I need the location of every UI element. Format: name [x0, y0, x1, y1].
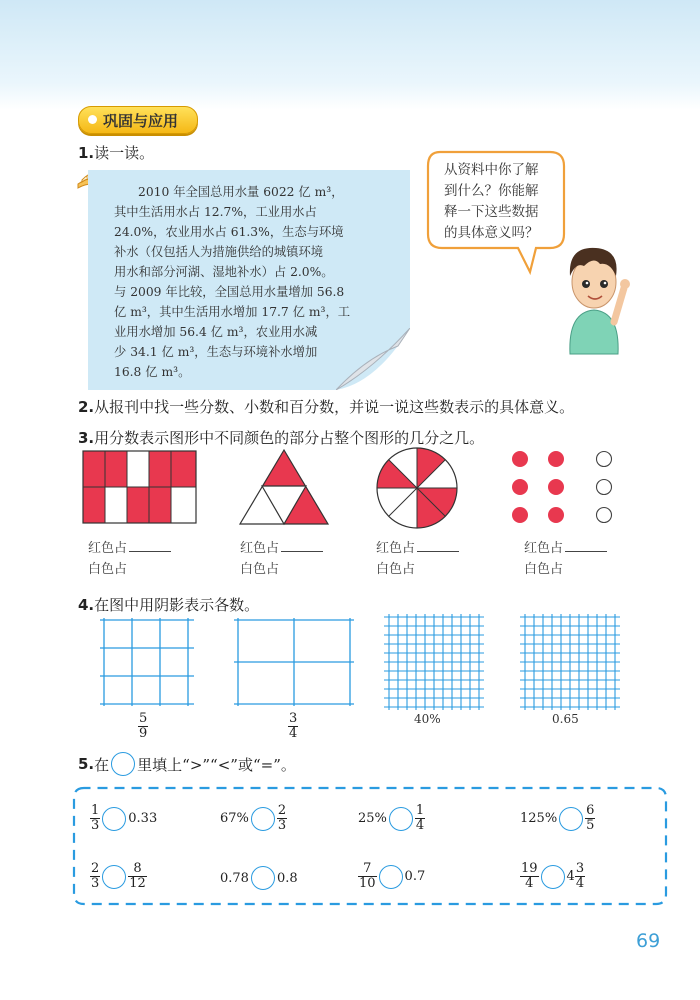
red-label: 红色占	[524, 541, 564, 556]
q1-title: 读一读。	[94, 144, 155, 162]
q4-caption-1	[138, 712, 148, 741]
compare-circle[interactable]	[379, 865, 403, 889]
compare-circle[interactable]	[541, 865, 565, 889]
reading-line: 与 2009 年比较，全国总用水量增加 56.8	[114, 285, 345, 299]
q3-circle-figure	[375, 446, 459, 530]
denominator: 3	[91, 818, 100, 833]
q5-item-2c	[358, 862, 425, 891]
numerator: 3	[289, 711, 298, 726]
left-value: 0.78	[220, 870, 249, 886]
q4-caption-2	[288, 712, 298, 741]
bubble-line: 释一下这些数据	[444, 204, 539, 220]
denominator: 10	[359, 876, 376, 891]
bubble-line: 从资料中你了解	[444, 162, 539, 178]
reading-line: 少 34.1 亿 m³，生态与环境补水增加	[114, 345, 318, 359]
left-value: 25%	[358, 811, 387, 826]
q5-item-2d	[520, 862, 585, 891]
compare-circle[interactable]	[559, 807, 583, 831]
q3-number: 3.	[78, 429, 95, 447]
answer-blank[interactable]	[417, 538, 459, 552]
q3-rectangle-figure	[82, 450, 198, 524]
bubble-line: 到什么？你能解	[444, 183, 539, 199]
section-tag	[78, 106, 198, 134]
right-value: 0.7	[404, 869, 426, 884]
reading-line: 24.0%，农业用水占 61.3%，生态与环境	[114, 225, 344, 239]
denominator: 9	[139, 726, 148, 741]
q5-frame	[70, 782, 670, 912]
blank-circle-icon	[111, 752, 135, 776]
reading-line: 补水（仅包括人为措施供给的城镇环境	[114, 245, 324, 259]
bubble-text	[444, 160, 556, 244]
q4-grid-3x3[interactable]	[98, 618, 196, 708]
reading-line: 2010 年全国总用水量 6022 亿 m³，	[138, 185, 344, 199]
q4-number: 4.	[78, 596, 95, 614]
numerator: 2	[277, 803, 287, 818]
q2	[78, 396, 574, 417]
q3-answer-1	[88, 538, 171, 580]
white-label: 白色占	[240, 562, 280, 577]
numerator: 7	[363, 861, 372, 876]
q5-item-2a	[90, 862, 147, 891]
q5-item-1c	[358, 804, 425, 833]
q5-item-1d	[520, 804, 595, 833]
compare-circle[interactable]	[251, 807, 275, 831]
whole-number: 4	[566, 869, 575, 884]
q1-number: 1.	[78, 144, 95, 162]
q3-answer-4	[524, 538, 607, 580]
page-curl-icon	[336, 328, 410, 390]
q5-item-1b	[220, 804, 287, 833]
reading-card	[88, 170, 410, 390]
answer-blank[interactable]	[281, 538, 323, 552]
denominator: 12	[129, 876, 146, 891]
denominator: 4	[415, 818, 425, 833]
left-value: 67%	[220, 811, 249, 826]
q5	[78, 752, 296, 776]
compare-circle[interactable]	[102, 807, 126, 831]
numerator: 1	[415, 803, 425, 818]
page-number: 69	[636, 930, 661, 952]
q4-grid-10x10-a[interactable]	[384, 614, 484, 710]
section-title: 巩固与应用	[103, 112, 179, 130]
denominator: 3	[91, 876, 100, 891]
q4-grid-2x2[interactable]	[234, 618, 354, 708]
denominator: 5	[586, 818, 595, 833]
numerator: 8	[133, 861, 142, 876]
header-band	[0, 0, 700, 110]
q5-text-before: 在	[94, 755, 110, 774]
white-label: 白色占	[524, 562, 564, 577]
q3-triangle-figure	[238, 448, 330, 526]
q5-item-1a	[90, 804, 157, 833]
reading-line: 其中生活用水占 12.7%，工业用水占	[114, 205, 317, 219]
q4	[78, 594, 259, 615]
denominator: 4	[520, 876, 539, 891]
reading-line: 用水和部分河湖、湿地补水）占 2.0%。	[114, 265, 334, 279]
q2-text: 从报刊中找一些分数、小数和百分数，并说一说这些数表示的具体意义。	[94, 398, 575, 416]
q3-answer-3	[376, 538, 459, 580]
q2-number: 2.	[78, 398, 95, 416]
numerator: 19	[521, 861, 538, 876]
reading-line: 亿 m³，其中生活用水增加 17.7 亿 m³，工	[114, 305, 351, 319]
q3-answer-2	[240, 538, 323, 580]
reading-line: 业用水增加 56.4 亿 m³，农业用水减	[114, 325, 318, 339]
red-label: 红色占	[88, 541, 128, 556]
q4-text: 在图中用阴影表示各数。	[94, 596, 260, 614]
denominator: 3	[277, 818, 287, 833]
compare-circle[interactable]	[102, 865, 126, 889]
q4-caption-4: 0.65	[552, 712, 579, 726]
compare-circle[interactable]	[389, 807, 413, 831]
q3	[78, 427, 484, 448]
q3-text: 用分数表示图形中不同颜色的部分占整个图形的几分之几。	[94, 429, 485, 447]
denominator: 4	[575, 876, 585, 891]
numerator: 3	[575, 861, 585, 876]
numerator: 5	[139, 711, 148, 726]
answer-blank[interactable]	[565, 538, 607, 552]
numerator: 6	[586, 803, 595, 818]
q5-number: 5.	[78, 755, 95, 773]
answer-blank[interactable]	[129, 538, 171, 552]
compare-circle[interactable]	[251, 866, 275, 890]
white-label: 白色占	[376, 562, 416, 577]
q5-text-after: 里填上“>”“<”或“=”。	[137, 755, 296, 774]
boy-illustration	[554, 236, 634, 356]
right-value: 0.8	[276, 870, 298, 886]
bullet-dot-icon	[88, 115, 97, 124]
numerator: 1	[91, 803, 100, 818]
left-value: 125%	[520, 811, 558, 826]
numerator: 2	[91, 861, 100, 876]
denominator: 4	[289, 726, 298, 741]
q4-caption-3: 40%	[414, 712, 441, 726]
reading-line: 16.8 亿 m³。	[114, 365, 191, 379]
red-label: 红色占	[376, 541, 416, 556]
white-label: 白色占	[88, 562, 128, 577]
q4-grid-10x10-b[interactable]	[520, 614, 620, 710]
right-value: 0.33	[128, 811, 158, 826]
bubble-line: 的具体意义吗？	[444, 225, 539, 241]
q5-item-2b	[220, 866, 298, 890]
red-label: 红色占	[240, 541, 280, 556]
q3-dots-figure	[508, 448, 618, 524]
